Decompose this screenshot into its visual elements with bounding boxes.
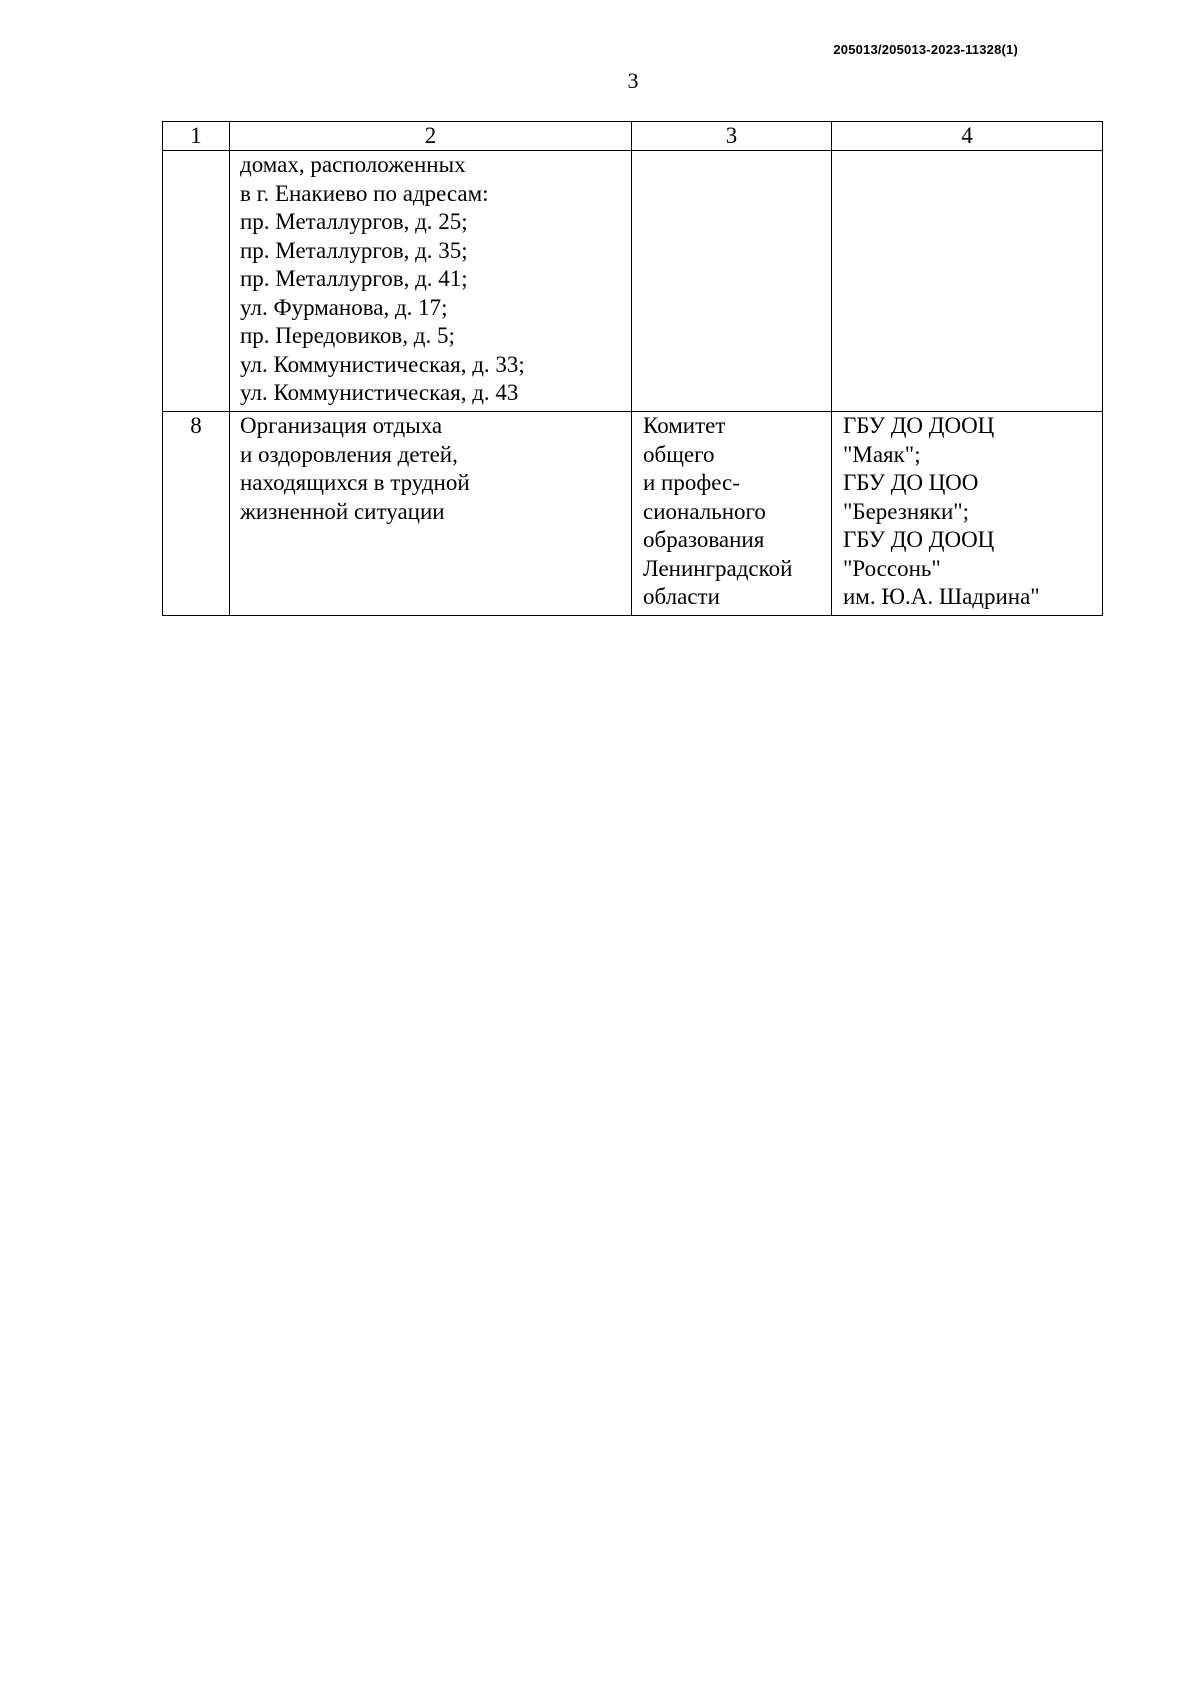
cell-line: пр. Передовиков, д. 5; xyxy=(240,323,455,348)
executor-cell xyxy=(832,412,1103,616)
column-header-1: 1 xyxy=(163,122,230,151)
row-number-cell xyxy=(163,151,230,412)
cell-line: находящихся в трудной xyxy=(240,470,470,495)
row-number-cell: 8 xyxy=(163,412,230,616)
measure-cell xyxy=(230,151,632,412)
cell-line: пр. Металлургов, д. 35; xyxy=(240,237,468,263)
page-number: 3 xyxy=(627,68,639,93)
table-header-row xyxy=(163,122,1103,151)
column-header-3: 3 xyxy=(632,122,832,151)
column-header-2: 2 xyxy=(230,122,632,151)
cell-line: сионального xyxy=(643,498,766,524)
cell-line: Ленинградской xyxy=(643,555,793,581)
cell-line: области xyxy=(643,584,720,609)
cell-line: ГБУ ДО ДООЦ xyxy=(843,527,995,552)
cell-line: в г. Енакиево по адресам: xyxy=(240,180,489,206)
cell-line: ГБУ ДО ДООЦ xyxy=(843,413,995,438)
document-id: 205013/205013-2023-11328(1) xyxy=(833,42,1018,57)
cell-line: ул. Коммунистическая, д. 43 xyxy=(240,380,519,405)
table-row xyxy=(163,151,1103,412)
cell-line: "Маяк"; xyxy=(843,441,921,467)
cell-line: "Березняки"; xyxy=(843,498,970,524)
cell-line: ул. Фурманова, д. 17; xyxy=(240,294,448,320)
cell-line: Комитет xyxy=(643,413,726,438)
executor-cell xyxy=(832,151,1103,412)
cell-line: жизненной ситуации xyxy=(240,498,445,524)
cell-line: ГБУ ДО ЦОО xyxy=(843,470,979,495)
cell-line: им. Ю.А. Шадрина" xyxy=(843,584,1040,609)
cell-line: и профес- xyxy=(643,470,740,495)
measure-cell xyxy=(230,412,632,616)
responsible-cell xyxy=(632,151,832,412)
column-header-4: 4 xyxy=(832,122,1103,151)
responsible-cell xyxy=(632,412,832,616)
cell-line: домах, расположенных xyxy=(240,152,466,177)
cell-line: пр. Металлургов, д. 41; xyxy=(240,266,468,291)
cell-line: "Россонь" xyxy=(843,555,941,581)
cell-line: пр. Металлургов, д. 25; xyxy=(240,209,468,234)
cell-line: и оздоровления детей, xyxy=(240,441,458,467)
document-table xyxy=(162,121,1103,616)
table-row xyxy=(163,412,1103,616)
cell-line: общего xyxy=(643,441,715,467)
cell-line: образования xyxy=(643,527,765,552)
cell-line: ул. Коммунистическая, д. 33; xyxy=(240,351,525,377)
cell-line: Организация отдыха xyxy=(240,413,443,438)
